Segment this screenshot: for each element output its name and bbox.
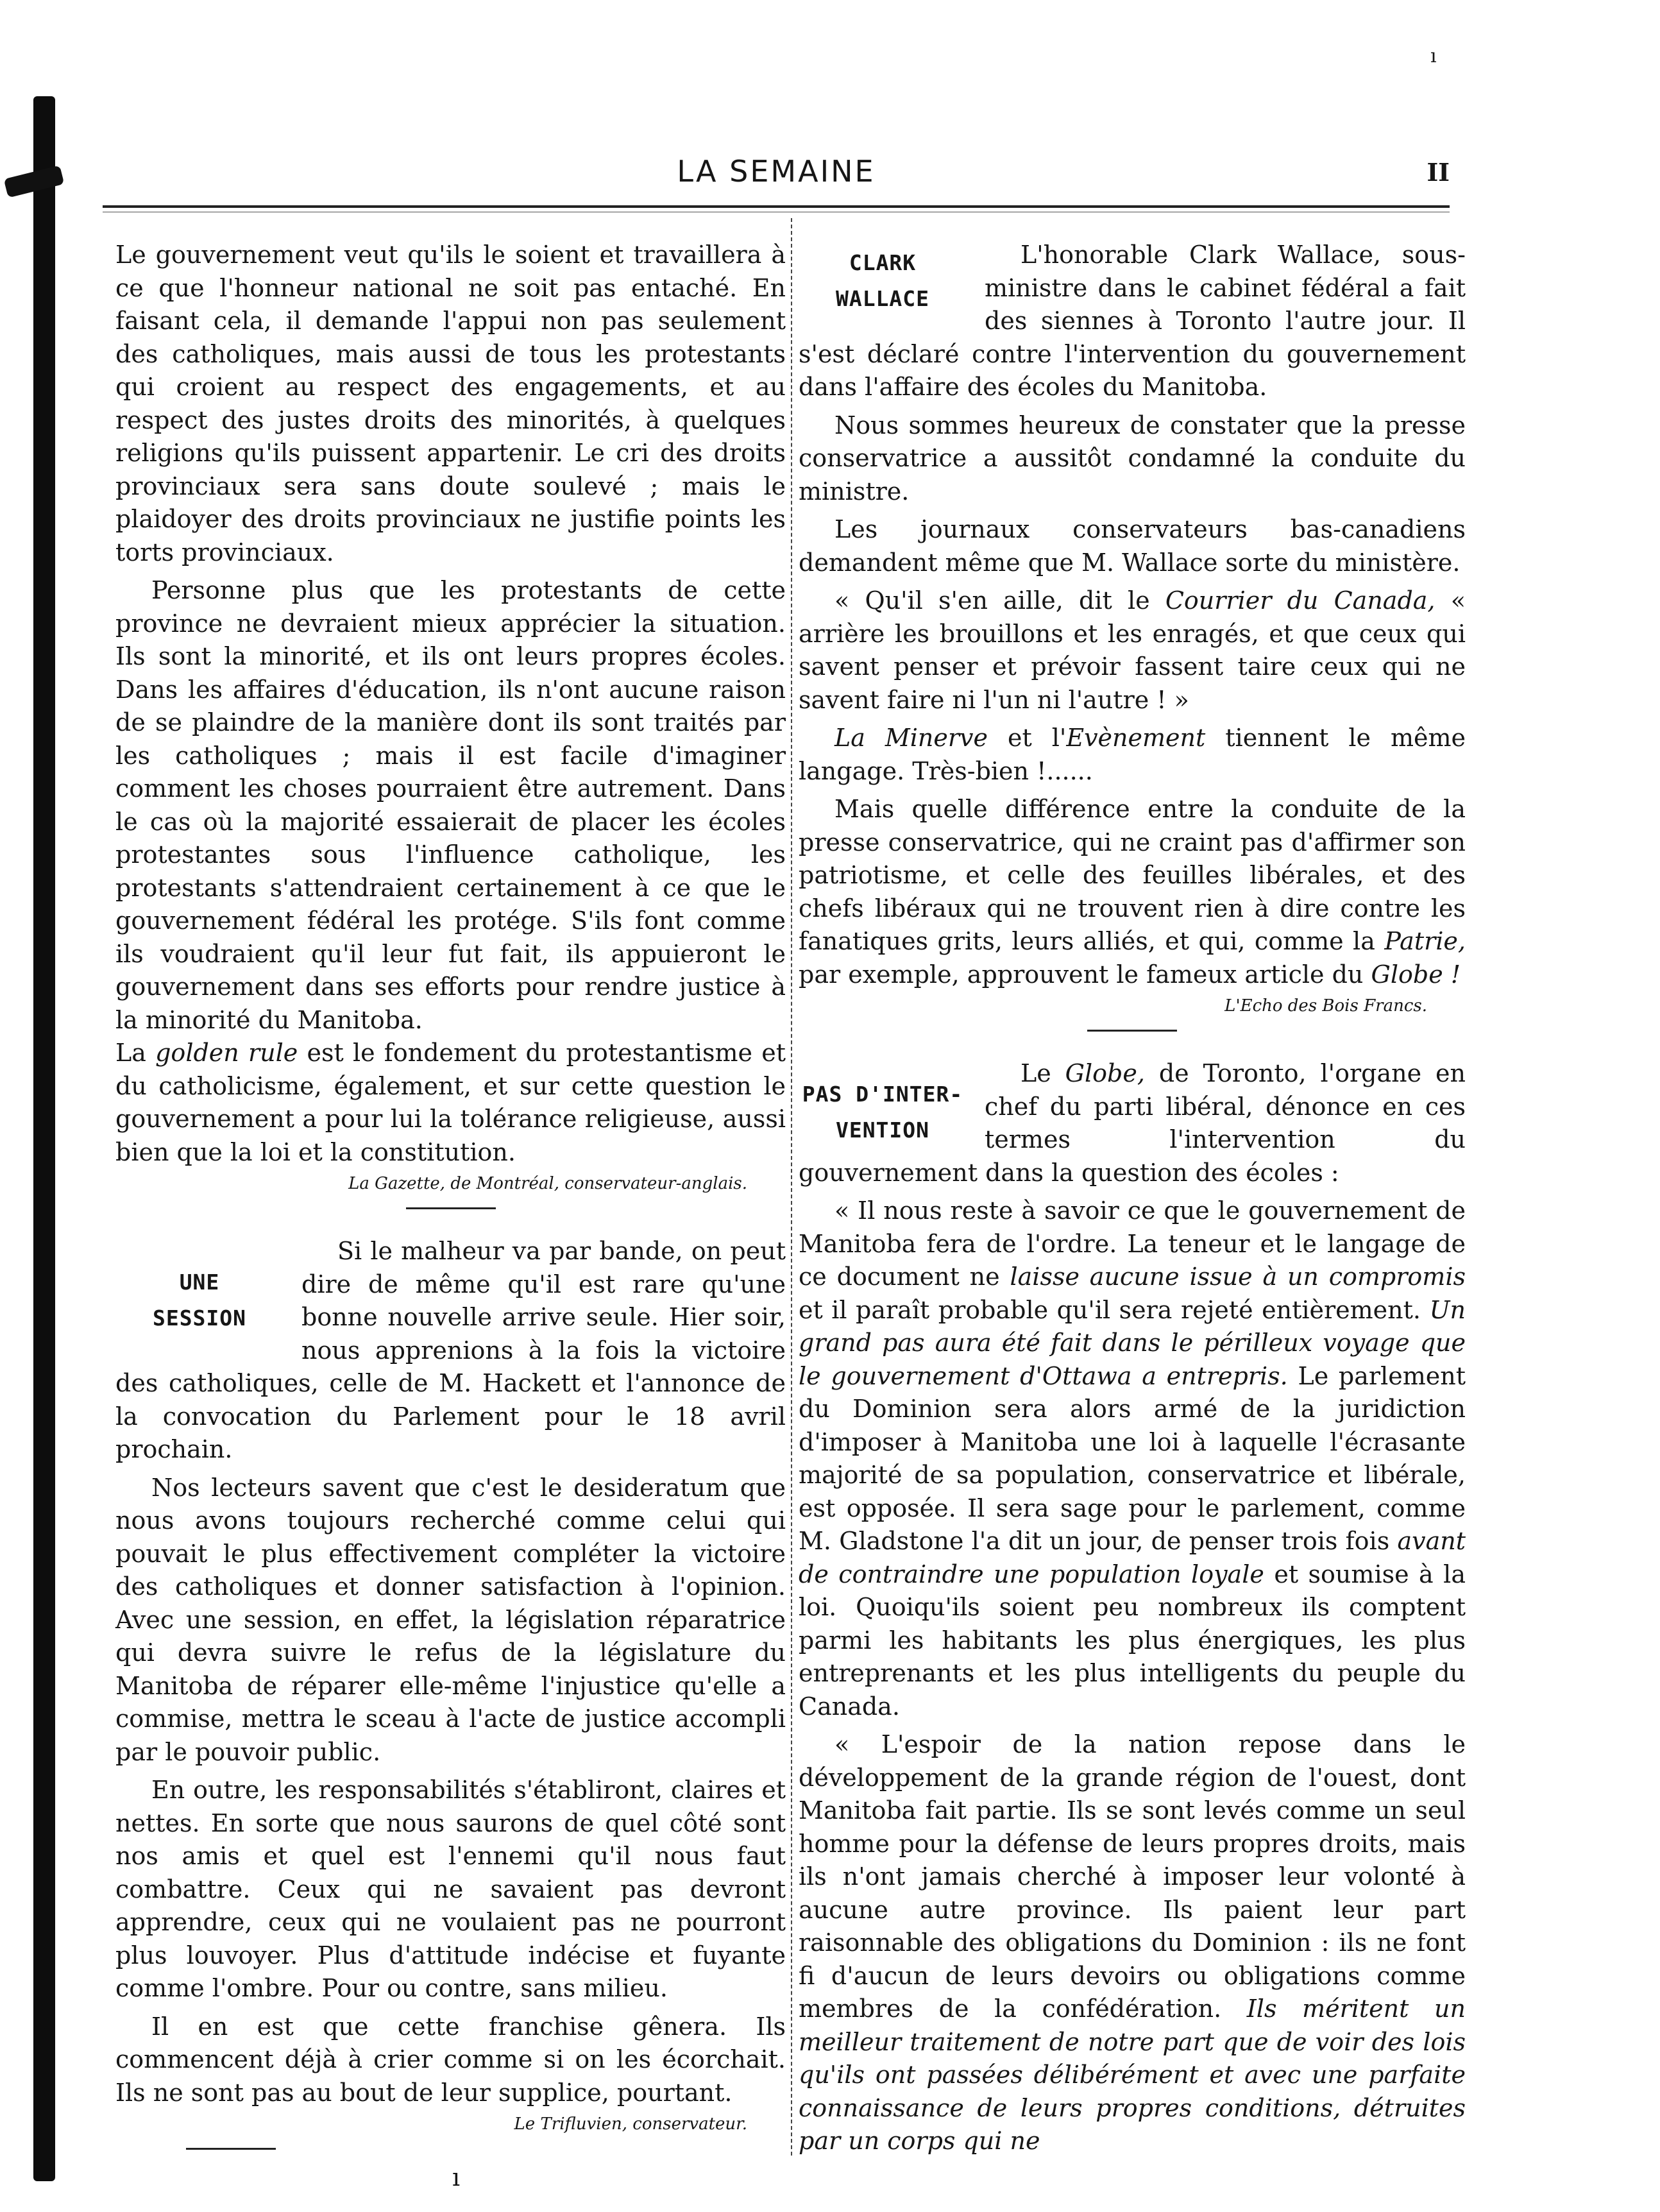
paragraph: [799, 1195, 1466, 1723]
paragraph: En outre, les responsabilités s'établiront, claires et nettes. En sorte que nous saurons de quel côté sont nos amis et quel est l'ennemi qu'il nous faut combattre. Ceux qui ne savaient pas devront apprendre, ceux qui ne voulaient pas ne pourront plus louvoyer. Plus d'attitude indécise et fuyante comme l'ombre. Pour ou contre, sans milieu.: [115, 1776, 786, 2002]
paragraph: Nous sommes heureux de constater que la presse conservatrice a aussitôt condamné la conduite du ministre.: [799, 411, 1466, 506]
paragraph: Si le malheur va par bande, on peut dire de même qu'il est rare qu'une bonne nouvelle arrive seule. Hier soir, nous apprenions à la fois la victoire des catholiques, celle de M. Hackett et l'annonce de la convocation du Parlement pour le 18 avril prochain.: [115, 1237, 786, 1463]
paragraph: Il en est que cette franchise gênera. Ils commencent déjà à crier comme si on les écorchait. Ils ne sont pas au bout de leur supplice, pourtant.: [115, 2012, 786, 2107]
side-heading-line: SESSION: [152, 1306, 247, 1331]
page-header: [103, 154, 1450, 205]
emphasis: Ils méritent un meilleur traitement de notre part que de voir des lois qu'ils ont passées délibérément et avec une parfaite connaissance de leurs propres conditions, détruites par un corps qui ne: [799, 1995, 1466, 2155]
emphasis: Un grand pas aura été fait dans le périlleux voyage que le gouvernement d'Ottawa a entrepris.: [799, 1295, 1466, 1390]
source-attribution: Le Trifluvien, conservateur.: [514, 2114, 747, 2134]
emphasis: avant de contraindre une population loyale: [799, 1527, 1466, 1588]
text-run: de Toronto, l'organe en chef du parti libéral, dénonce en ces termes l'intervention du gouvernement dans la question des écoles :: [799, 1059, 1466, 1187]
scan-speck: ı: [1430, 45, 1437, 67]
text-run: « L'espoir de la nation repose dans le développement de la grande région de l'ouest, dont Manitoba fait partie. Ils se sont levés comme un seul homme pour la défense de leurs propres droits, mais ils n'ont jamais cherché à imposer leur volonté à aucune autre province. Ils paient leur part raisonnable des obligations du Dominion : ils ne font fi d'aucun de leurs devoirs ou obligations comme membres de la confédération.: [799, 1730, 1466, 2023]
text-run: et soumise à la loi. Quoiqu'ils soient peu nombreux ils comptent parmi les habitants les plus énergiques, les plus entreprenants et les plus intelligents du peuple du Canada.: [799, 1560, 1466, 1721]
paragraph: Personne plus que les protestants de cette province ne devraient mieux apprécier la situation. Ils sont la minorité, et ils ont leurs propres écoles. Dans les affaires d'éducation, ils n'ont aucune raison de se plaindre de la manière dont ils sont traités par les catholiques ; mais il est facile d'imaginer comment les choses pourraient être autrement. Dans le cas où la majorité essaierait de placer les écoles protestantes sous l'influence catholique, les protestants s'attendraient certainement à ce que le gouvernement fédéral les protége. S'ils font comme ils voudraient qu'il leur fut fait, ils appuieront le gouvernement dans ses efforts pour rendre justice à la minorité du Manitoba.: [115, 576, 786, 1034]
header-rule: [103, 205, 1450, 208]
side-heading-une-session: [115, 1264, 284, 1336]
paragraph: [799, 793, 1466, 991]
left-column: [115, 239, 786, 2175]
emphasis: golden rule: [155, 1039, 298, 1067]
side-heading-line: UNE: [179, 1270, 220, 1295]
text-run: Mais quelle différence entre la conduite de la presse conservatrice, qui ne craint pas d'affirmer son patriotisme, et celle des feuilles libérales, et des chefs libéraux qui ne trouvent rien à dire contre les fanatiques grits, leurs alliés, et qui, comme la: [799, 795, 1466, 955]
text-run: « Il nous reste à savoir ce que le gouvernement de Manitoba fera de l'ordre. La teneur et le langage de ce document ne: [799, 1196, 1466, 1291]
text-run: est le fondement du protestantisme et du catholicisme, également, et sur cette question le gouvernement a pour lui la tolérance religieuse, aussi bien que la loi et la constitution.: [115, 1039, 786, 1166]
emphasis: Courrier du Canada,: [1165, 586, 1436, 615]
paragraph: Les journaux conservateurs bas-canadiens demandent même que M. Wallace sorte du ministère.: [799, 515, 1466, 577]
paragraph: [799, 1728, 1466, 2158]
text-run: et il paraît probable qu'il sera rejeté entièrement.: [799, 1295, 1421, 1324]
paragraph: Nos lecteurs savent que c'est le desideratum que nous avons toujours recherché comme celui qui pouvait le plus effectivement compléter la victoire des catholiques et donner satisfaction à l'opinion. Avec une session, en effet, la législation réparatrice qui devra suivre le refus de la législature du Manitoba de réparer elle-même l'injustice qu'elle a commise, mettra le sceau à l'acte de justice accompli par le pouvoir public.: [115, 1473, 786, 1766]
scan-binding-edge: [33, 96, 55, 2181]
page-title: LA SEMAINE: [677, 154, 876, 189]
source-attribution: L'Echo des Bois Francs.: [1224, 996, 1427, 1016]
paragraph: [799, 584, 1466, 717]
text-run: par exemple, approuvent le fameux article du: [799, 960, 1364, 989]
source-attribution: La Gazette, de Montréal, conservateur-anglais.: [348, 1174, 747, 1193]
text-run: La: [115, 1039, 146, 1067]
section-separator: [406, 1207, 496, 1209]
column-divider: [791, 218, 792, 2156]
side-heading-pas-d-intervention: [799, 1076, 967, 1148]
paragraph: L'honorable Clark Wallace, sous-ministre dans le cabinet fédéral a fait des siennes à Toronto l'autre jour. Il s'est déclaré contre l'intervention du gouvernement dans l'affaire des écoles du Manitoba.: [799, 241, 1466, 401]
side-heading-clark-wallace: [799, 245, 967, 317]
side-heading-line: VENTION: [835, 1118, 930, 1143]
emphasis: Globe,: [1065, 1059, 1145, 1087]
paragraph: Le gouvernement veut qu'ils le soient et travaillera à ce que l'honneur national ne soit pas entaché. En faisant cela, il demande l'appui non pas seulement des catholiques, mais aussi de tous les protestants qui croient au respect des engagements, et au respect des justes droits des minorités, à quelques religions qu'ils puissent appartenir. Le cri des droits provinciaux sera sans doute soulevé ; mais le plaidoyer des droits provinciaux ne justifie points les torts provinciaux.: [115, 241, 786, 566]
side-heading-line: WALLACE: [835, 286, 930, 311]
text-run: « Qu'il s'en aille, dit le: [834, 586, 1150, 615]
emphasis: Globe !: [1371, 960, 1461, 989]
text-run: tiennent le même langage. Très-bien !......: [799, 724, 1466, 785]
emphasis: laisse aucune issue à un compromis: [1010, 1263, 1466, 1291]
side-heading-line: PAS D'INTER-: [802, 1082, 963, 1107]
text-run: et l': [1008, 724, 1067, 752]
emphasis: Patrie,: [1384, 927, 1466, 955]
text-run: Le: [1021, 1059, 1051, 1087]
section-separator: [186, 2148, 276, 2150]
paragraph: [799, 722, 1466, 788]
right-column: [799, 239, 1466, 2163]
paragraph: [115, 1037, 786, 1169]
page-number: II: [1427, 158, 1450, 187]
emphasis: La Minerve: [834, 724, 988, 752]
emphasis: Evènement: [1066, 724, 1206, 752]
side-heading-line: CLARK: [849, 250, 917, 275]
scan-speck: ı: [452, 2163, 461, 2191]
section-separator: [1087, 1030, 1177, 1032]
text-run: Le parlement du Dominion sera alors armé de la juridiction d'imposer à Manitoba une loi à laquelle l'écrasante majorité de sa population, conservatrice et libérale, est opposée. Il sera sage pour le parlement, comme M. Gladstone l'a dit un jour, de penser trois fois: [799, 1361, 1466, 1555]
text-run: « arrière les brouillons et les enragés, et que ceux qui savent penser et prévoir fassent taire ceux qui ne savent faire ni l'un ni l'autre ! »: [799, 586, 1466, 714]
